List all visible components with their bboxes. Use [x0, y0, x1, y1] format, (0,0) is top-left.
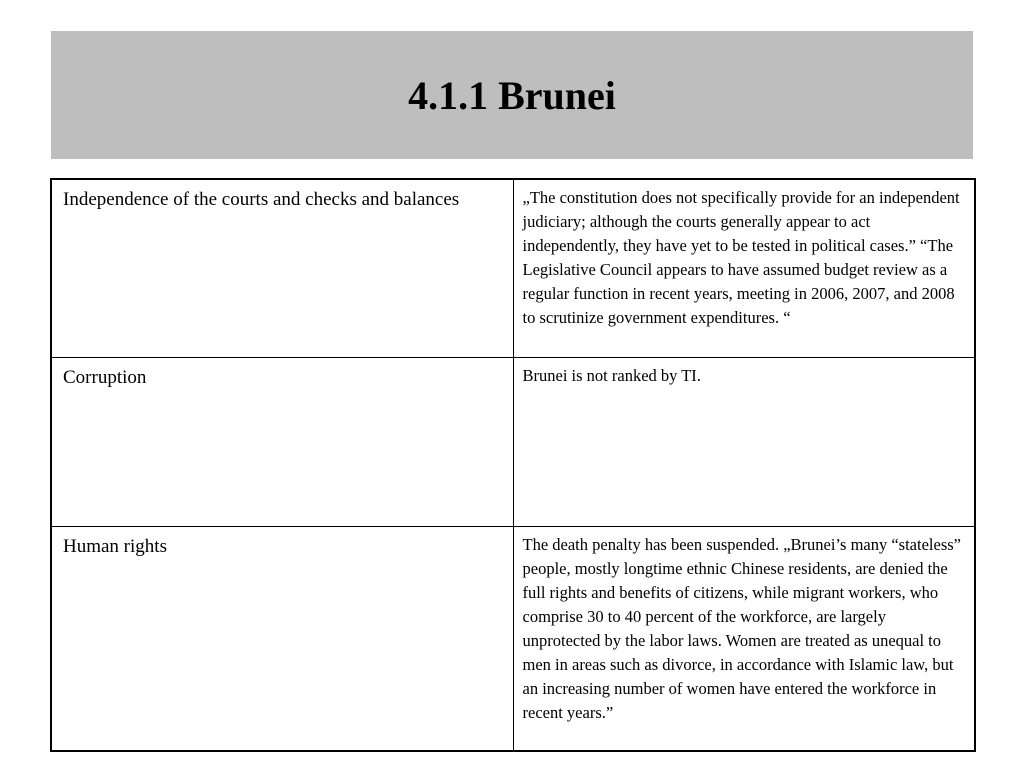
table-row-human-rights	[51, 526, 975, 751]
row-label-courts: Independence of the courts and checks and balances	[51, 179, 513, 357]
row-label-corruption: Corruption	[51, 357, 513, 526]
title-bar	[51, 31, 973, 159]
table-row-corruption	[51, 357, 975, 526]
info-table	[50, 178, 976, 752]
slide-title: 4.1.1 Brunei	[408, 73, 616, 118]
table-row-courts	[51, 179, 975, 357]
row-text-human-rights: The death penalty has been suspended. „Brunei’s many “stateless” people, mostly longtime ethnic Chinese residents, are denied the full rights and benefits of citizens, while migrant workers, who comprise 30 to 40 percent of the workforce, are largely unprotected by the labor laws. Women are treated as unequal to men in areas such as divorce, in accordance with Islamic law, but an increasing number of women have entered the workforce in recent years.”	[513, 526, 975, 751]
row-label-human-rights: Human rights	[51, 526, 513, 751]
row-text-courts: „The constitution does not specifically provide for an independent judiciary; although the courts generally appear to act independently, they have yet to be tested in political cases.” “The Legislative Council appears to have assumed budget review as a regular function in recent years, meeting in 2006, 2007, and 2008 to scrutinize government expenditures. “	[513, 179, 975, 357]
row-text-corruption: Brunei is not ranked by TI.	[513, 357, 975, 526]
